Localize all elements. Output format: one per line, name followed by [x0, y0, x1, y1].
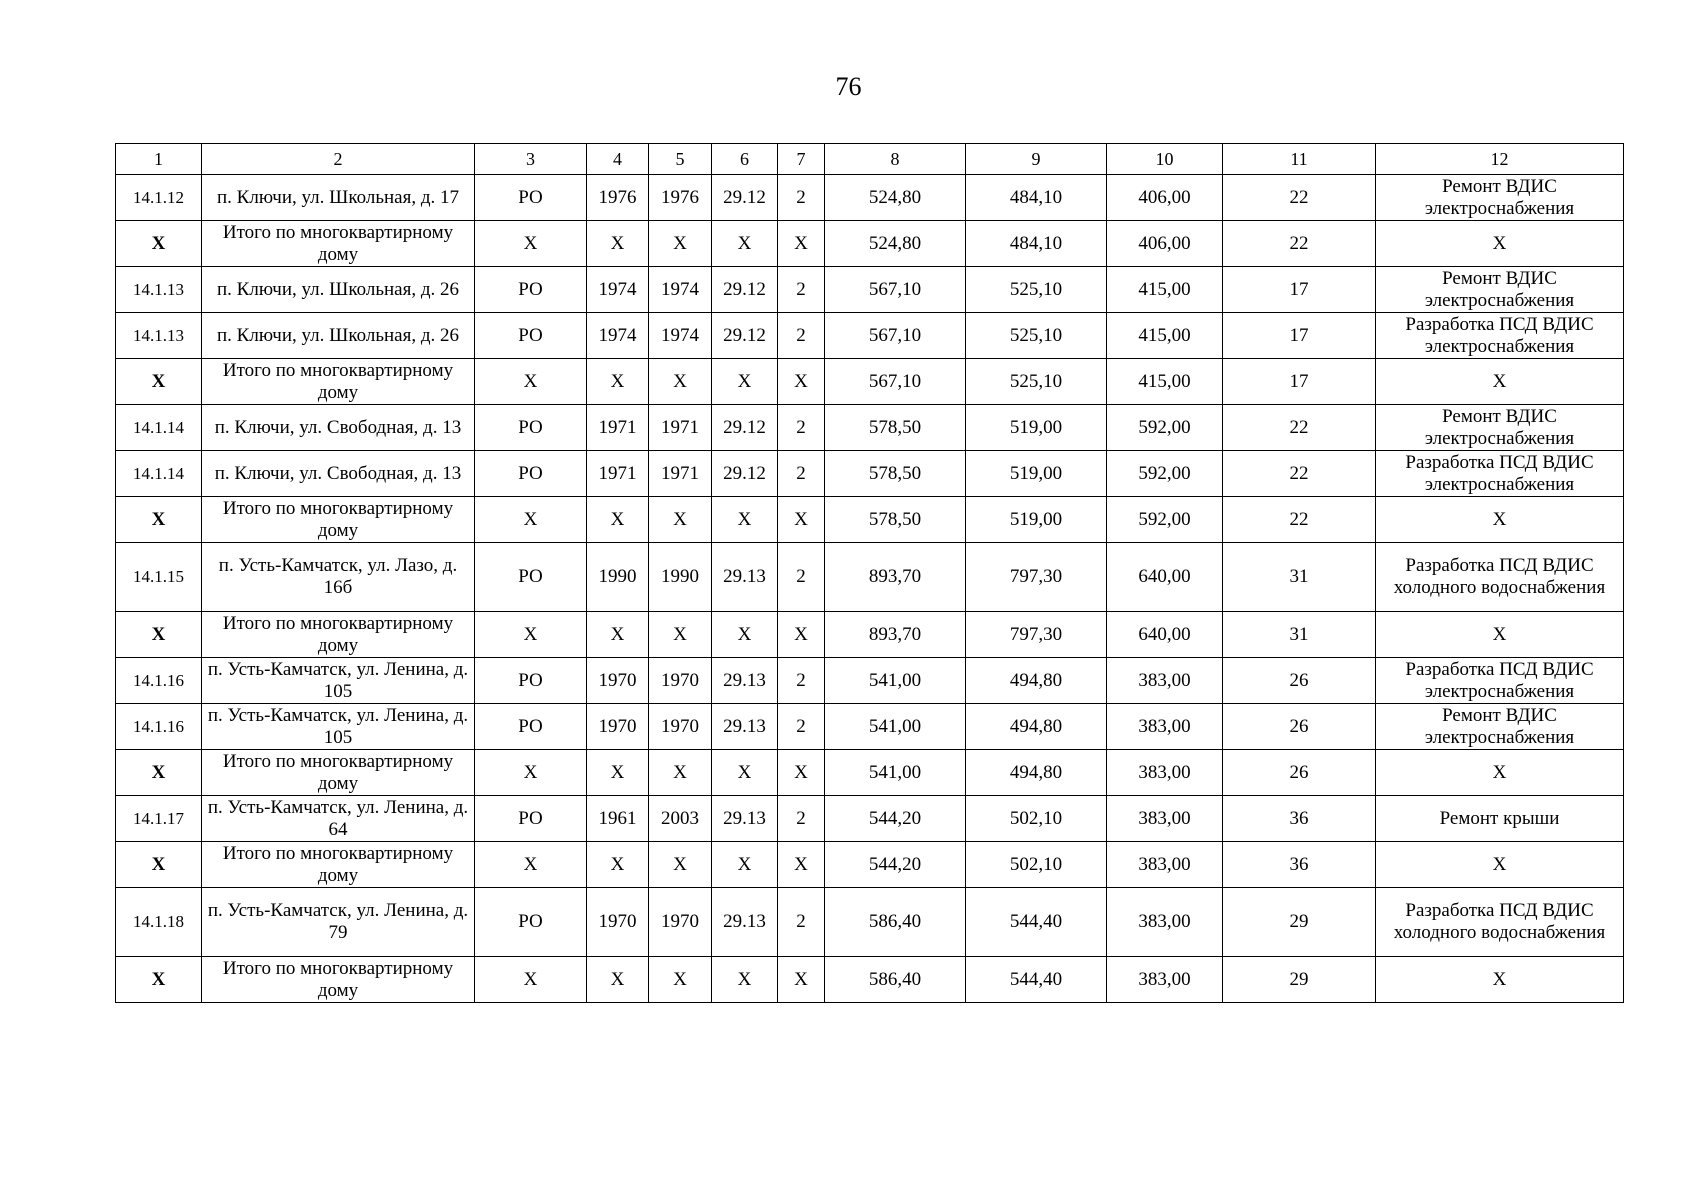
table-cell: 1974	[649, 267, 712, 313]
table-cell: X	[778, 957, 825, 1003]
table-row	[116, 359, 1624, 405]
table-cell: X	[649, 497, 712, 543]
table-cell: 1974	[649, 313, 712, 359]
table-cell: X	[778, 842, 825, 888]
table-cell: 22	[1223, 451, 1376, 497]
table-cell: 26	[1223, 658, 1376, 704]
table-cell: X	[712, 612, 778, 658]
table-cell: п. Ключи, ул. Свободная, д. 13	[202, 405, 475, 451]
table-cell: 567,10	[825, 267, 966, 313]
table-cell: 22	[1223, 497, 1376, 543]
table-cell: 1970	[649, 704, 712, 750]
table-cell: 544,40	[966, 888, 1107, 957]
table-cell: 29	[1223, 888, 1376, 957]
table-cell: X	[649, 842, 712, 888]
table-cell: РО	[475, 451, 587, 497]
table-cell: 544,20	[825, 842, 966, 888]
table-cell: X	[778, 497, 825, 543]
table-cell: X	[116, 612, 202, 658]
table-cell: 524,80	[825, 221, 966, 267]
table-cell: 2	[778, 704, 825, 750]
table-cell: 541,00	[825, 750, 966, 796]
table-cell: п. Усть-Камчатск, ул. Ленина, д. 64	[202, 796, 475, 842]
table-cell: X	[712, 221, 778, 267]
table-cell: Разработка ПСД ВДИС электроснабжения	[1376, 658, 1624, 704]
table-row	[116, 842, 1624, 888]
table-cell: 592,00	[1107, 497, 1223, 543]
table-cell: 29.13	[712, 543, 778, 612]
table-cell: X	[116, 842, 202, 888]
table-cell: 541,00	[825, 704, 966, 750]
table-row	[116, 497, 1624, 543]
table-cell: 1976	[649, 175, 712, 221]
table-cell: X	[712, 359, 778, 405]
table-cell: 22	[1223, 405, 1376, 451]
table-cell: X	[712, 750, 778, 796]
table-cell: 544,40	[966, 957, 1107, 1003]
table-cell: 383,00	[1107, 957, 1223, 1003]
table-cell: X	[475, 497, 587, 543]
table-cell: РО	[475, 658, 587, 704]
table-cell: 29.12	[712, 175, 778, 221]
table-cell: X	[116, 221, 202, 267]
table-cell: п. Усть-Камчатск, ул. Ленина, д. 105	[202, 704, 475, 750]
table-row	[116, 888, 1624, 957]
table-row	[116, 750, 1624, 796]
table-cell: X	[649, 957, 712, 1003]
table-cell: 525,10	[966, 359, 1107, 405]
table-cell: X	[649, 221, 712, 267]
table-cell: X	[587, 221, 649, 267]
table-cell: 2	[778, 175, 825, 221]
table-cell: 406,00	[1107, 221, 1223, 267]
table-cell: 592,00	[1107, 451, 1223, 497]
table-cell: 14.1.13	[116, 267, 202, 313]
table-row	[116, 704, 1624, 750]
table-cell: Итого по многоквартирному дому	[202, 750, 475, 796]
table-cell: 14.1.13	[116, 313, 202, 359]
header-cell: 5	[649, 144, 712, 175]
table-cell: X	[116, 497, 202, 543]
table-cell: 524,80	[825, 175, 966, 221]
table-cell: 592,00	[1107, 405, 1223, 451]
table-cell: 640,00	[1107, 612, 1223, 658]
header-cell: 8	[825, 144, 966, 175]
table-cell: 1970	[649, 658, 712, 704]
table-cell: 797,30	[966, 612, 1107, 658]
table-cell: 502,10	[966, 796, 1107, 842]
table-cell: 29	[1223, 957, 1376, 1003]
table-cell: 2	[778, 658, 825, 704]
table-cell: X	[116, 750, 202, 796]
table-cell: 567,10	[825, 313, 966, 359]
table-cell: Ремонт крыши	[1376, 796, 1624, 842]
table-cell: 29.13	[712, 796, 778, 842]
table-cell: 415,00	[1107, 313, 1223, 359]
table-cell: 29.13	[712, 658, 778, 704]
table-cell: 1970	[587, 704, 649, 750]
table-cell: X	[649, 612, 712, 658]
table-cell: Итого по многоквартирному дому	[202, 842, 475, 888]
table-row	[116, 221, 1624, 267]
table-cell: X	[778, 359, 825, 405]
table-cell: 2	[778, 888, 825, 957]
table-cell: п. Ключи, ул. Школьная, д. 26	[202, 313, 475, 359]
table-cell: X	[1376, 612, 1624, 658]
table-cell: 1976	[587, 175, 649, 221]
table-cell: 383,00	[1107, 750, 1223, 796]
table-cell: X	[1376, 957, 1624, 1003]
table-cell: РО	[475, 796, 587, 842]
table-cell: 26	[1223, 704, 1376, 750]
table-cell: 578,50	[825, 497, 966, 543]
table-cell: п. Ключи, ул. Школьная, д. 17	[202, 175, 475, 221]
table-cell: X	[712, 497, 778, 543]
table-cell: 29.12	[712, 405, 778, 451]
table-cell: 29.12	[712, 267, 778, 313]
table-cell: X	[116, 359, 202, 405]
table-cell: 26	[1223, 750, 1376, 796]
table-cell: 383,00	[1107, 796, 1223, 842]
table-cell: 1970	[649, 888, 712, 957]
table-cell: X	[587, 612, 649, 658]
table-cell: Разработка ПСД ВДИС электроснабжения	[1376, 313, 1624, 359]
table-cell: 525,10	[966, 267, 1107, 313]
table-cell: 29.13	[712, 888, 778, 957]
table-cell: 567,10	[825, 359, 966, 405]
table-cell: 383,00	[1107, 842, 1223, 888]
table-cell: 383,00	[1107, 888, 1223, 957]
table-body	[116, 175, 1624, 1003]
table-cell: 2	[778, 313, 825, 359]
table-cell: 17	[1223, 359, 1376, 405]
table-cell: 494,80	[966, 704, 1107, 750]
table-cell: 17	[1223, 313, 1376, 359]
table-cell: РО	[475, 313, 587, 359]
table-cell: РО	[475, 704, 587, 750]
table-cell: X	[475, 612, 587, 658]
table-row	[116, 175, 1624, 221]
header-cell: 2	[202, 144, 475, 175]
table-cell: 893,70	[825, 543, 966, 612]
table-cell: 31	[1223, 543, 1376, 612]
table-cell: п. Усть-Камчатск, ул. Ленина, д. 79	[202, 888, 475, 957]
table-cell: Разработка ПСД ВДИС электроснабжения	[1376, 451, 1624, 497]
table-cell: Итого по многоквартирному дому	[202, 957, 475, 1003]
table-row	[116, 957, 1624, 1003]
table-cell: 494,80	[966, 750, 1107, 796]
table-cell: п. Усть-Камчатск, ул. Лазо, д. 16б	[202, 543, 475, 612]
table-cell: 893,70	[825, 612, 966, 658]
table-cell: 2	[778, 796, 825, 842]
table-cell: 1971	[649, 405, 712, 451]
table-cell: X	[712, 957, 778, 1003]
table-cell: 578,50	[825, 405, 966, 451]
table-cell: 519,00	[966, 405, 1107, 451]
table-row	[116, 796, 1624, 842]
table-cell: 29.13	[712, 704, 778, 750]
table-cell: X	[1376, 359, 1624, 405]
table-cell: 519,00	[966, 497, 1107, 543]
table-cell: X	[712, 842, 778, 888]
table-cell: X	[475, 957, 587, 1003]
table-cell: X	[475, 842, 587, 888]
table-cell: 17	[1223, 267, 1376, 313]
table-cell: X	[587, 497, 649, 543]
table-cell: 14.1.16	[116, 704, 202, 750]
table-cell: 1971	[587, 405, 649, 451]
table-cell: 797,30	[966, 543, 1107, 612]
table-cell: 14.1.18	[116, 888, 202, 957]
table-cell: 36	[1223, 842, 1376, 888]
table-cell: 22	[1223, 175, 1376, 221]
header-cell: 9	[966, 144, 1107, 175]
table-cell: 1990	[649, 543, 712, 612]
table-row	[116, 267, 1624, 313]
table-cell: 1974	[587, 313, 649, 359]
table-row	[116, 405, 1624, 451]
table-cell: 31	[1223, 612, 1376, 658]
table-cell: X	[587, 842, 649, 888]
table-row	[116, 658, 1624, 704]
table-cell: Итого по многоквартирному дому	[202, 221, 475, 267]
table-cell: 1970	[587, 888, 649, 957]
table-cell: 415,00	[1107, 359, 1223, 405]
table-cell: X	[1376, 221, 1624, 267]
table-cell: 2	[778, 451, 825, 497]
table-cell: 14.1.14	[116, 451, 202, 497]
table-cell: п. Усть-Камчатск, ул. Ленина, д. 105	[202, 658, 475, 704]
table-cell: 14.1.15	[116, 543, 202, 612]
table-cell: Ремонт ВДИС электроснабжения	[1376, 704, 1624, 750]
table-cell: 640,00	[1107, 543, 1223, 612]
table-cell: 2003	[649, 796, 712, 842]
table-cell: X	[475, 750, 587, 796]
table-cell: 1974	[587, 267, 649, 313]
header-row	[116, 144, 1624, 175]
table-cell: 383,00	[1107, 658, 1223, 704]
table-cell: 484,10	[966, 175, 1107, 221]
table-cell: 494,80	[966, 658, 1107, 704]
table-cell: 2	[778, 405, 825, 451]
table-cell: X	[649, 750, 712, 796]
table-cell: X	[475, 359, 587, 405]
table-cell: X	[1376, 497, 1624, 543]
table-cell: 541,00	[825, 658, 966, 704]
header-cell: 6	[712, 144, 778, 175]
table-row	[116, 612, 1624, 658]
table-cell: X	[1376, 750, 1624, 796]
table-cell: X	[587, 750, 649, 796]
table-cell: 586,40	[825, 957, 966, 1003]
table-cell: 406,00	[1107, 175, 1223, 221]
page-number: 76	[835, 72, 862, 101]
table-cell: РО	[475, 267, 587, 313]
table-cell: Ремонт ВДИС электроснабжения	[1376, 175, 1624, 221]
table-cell: 578,50	[825, 451, 966, 497]
table-cell: Итого по многоквартирному дому	[202, 359, 475, 405]
table-cell: 36	[1223, 796, 1376, 842]
table-row	[116, 543, 1624, 612]
table-cell: Разработка ПСД ВДИС холодного водоснабжения	[1376, 543, 1624, 612]
table-cell: РО	[475, 543, 587, 612]
table-cell: Итого по многоквартирному дому	[202, 497, 475, 543]
table-cell: 1961	[587, 796, 649, 842]
table-cell: Ремонт ВДИС электроснабжения	[1376, 267, 1624, 313]
header-cell: 10	[1107, 144, 1223, 175]
table-cell: 14.1.16	[116, 658, 202, 704]
table-cell: 586,40	[825, 888, 966, 957]
table-cell: 1971	[649, 451, 712, 497]
table-cell: п. Ключи, ул. Свободная, д. 13	[202, 451, 475, 497]
table-cell: X	[1376, 842, 1624, 888]
table-cell: 14.1.14	[116, 405, 202, 451]
table-cell: 525,10	[966, 313, 1107, 359]
table-cell: 1971	[587, 451, 649, 497]
table-cell: 484,10	[966, 221, 1107, 267]
table-cell: РО	[475, 888, 587, 957]
table-cell: X	[649, 359, 712, 405]
header-cell: 11	[1223, 144, 1376, 175]
table-cell: X	[587, 359, 649, 405]
table-cell: Разработка ПСД ВДИС холодного водоснабжения	[1376, 888, 1624, 957]
table-cell: X	[778, 612, 825, 658]
table-cell: 14.1.17	[116, 796, 202, 842]
table-cell: 2	[778, 543, 825, 612]
header-cell: 1	[116, 144, 202, 175]
table-cell: 1970	[587, 658, 649, 704]
header-cell: 7	[778, 144, 825, 175]
table-cell: X	[475, 221, 587, 267]
table-cell: X	[778, 221, 825, 267]
header-cell: 12	[1376, 144, 1624, 175]
table-cell: 519,00	[966, 451, 1107, 497]
table-cell: 14.1.12	[116, 175, 202, 221]
header-cell: 3	[475, 144, 587, 175]
table-cell: РО	[475, 175, 587, 221]
table-row	[116, 451, 1624, 497]
table-cell: 415,00	[1107, 267, 1223, 313]
table-cell: РО	[475, 405, 587, 451]
table-cell: 1990	[587, 543, 649, 612]
table-cell: X	[587, 957, 649, 1003]
table-row	[116, 313, 1624, 359]
table-cell: п. Ключи, ул. Школьная, д. 26	[202, 267, 475, 313]
table-cell: Итого по многоквартирному дому	[202, 612, 475, 658]
header-cell: 4	[587, 144, 649, 175]
data-table	[115, 143, 1624, 1003]
table-cell: 383,00	[1107, 704, 1223, 750]
table-cell: 29.12	[712, 313, 778, 359]
table-cell: X	[116, 957, 202, 1003]
table-cell: 502,10	[966, 842, 1107, 888]
table-cell: 2	[778, 267, 825, 313]
table-cell: 29.12	[712, 451, 778, 497]
table-cell: X	[778, 750, 825, 796]
table-cell: 544,20	[825, 796, 966, 842]
table-cell: Ремонт ВДИС электроснабжения	[1376, 405, 1624, 451]
table-cell: 22	[1223, 221, 1376, 267]
